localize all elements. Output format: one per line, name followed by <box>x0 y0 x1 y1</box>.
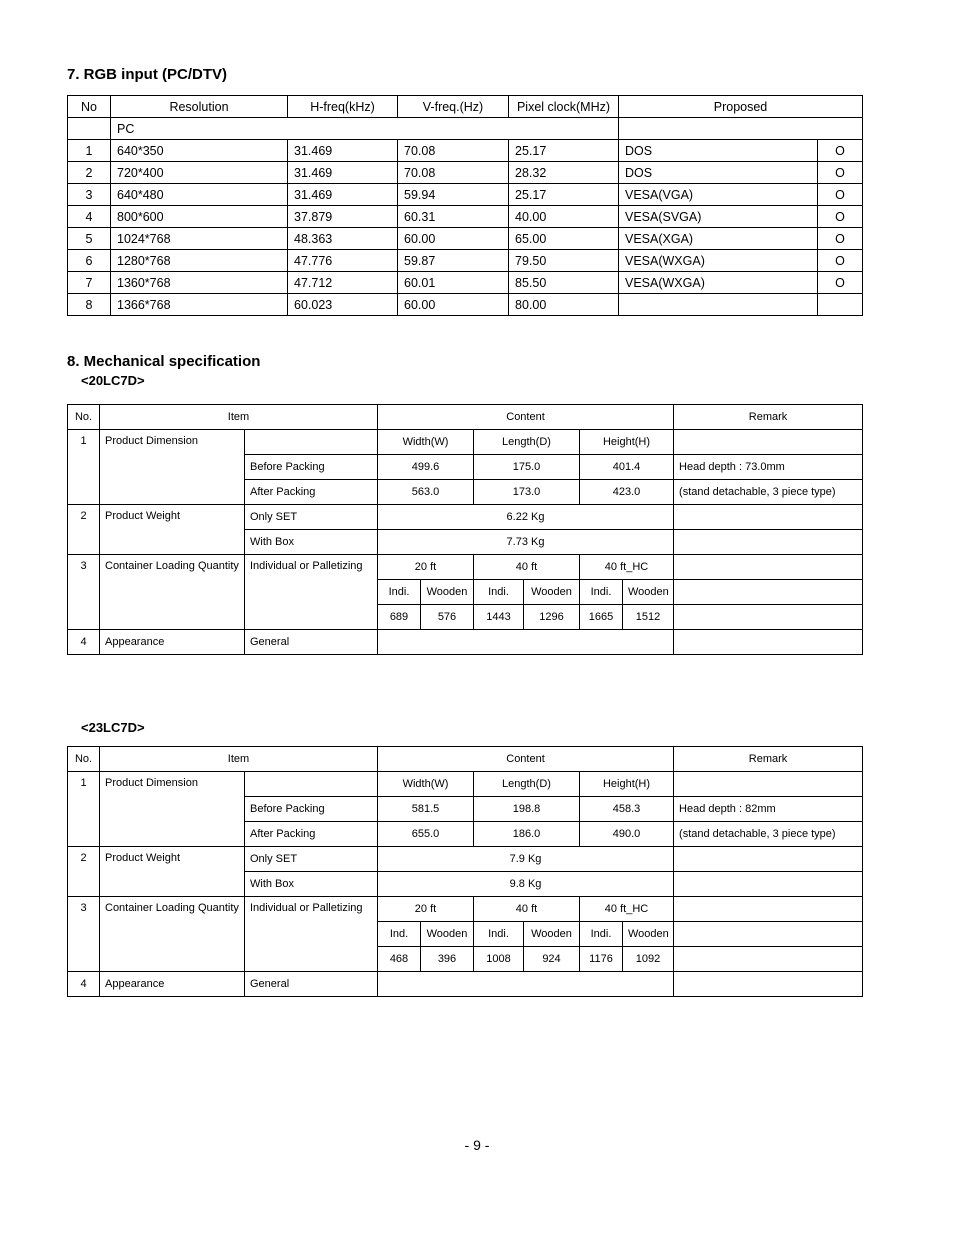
container-40ft-hc: 40 ft_HC <box>580 555 674 580</box>
header-remark: Remark <box>674 405 863 430</box>
row-number: 4 <box>68 630 100 655</box>
sub-header: Indi. <box>378 580 421 605</box>
table-row <box>68 206 863 228</box>
pixel-clock-cell: 25.17 <box>509 184 619 206</box>
empty-cell <box>619 118 863 140</box>
vfreq-cell: 60.00 <box>398 228 509 250</box>
row-number: 5 <box>68 228 111 250</box>
row-number: 1 <box>68 140 111 162</box>
item-appearance: Appearance <box>100 630 245 655</box>
empty-cell <box>674 555 863 580</box>
quantity-value: 396 <box>421 947 474 972</box>
empty-cell <box>674 630 863 655</box>
section-title-rgb: 7. RGB input (PC/DTV) <box>67 66 227 83</box>
row-number: 1 <box>68 772 100 847</box>
with-box-label: With Box <box>245 872 378 897</box>
table-row <box>68 430 863 455</box>
empty-cell <box>245 430 378 455</box>
resolution-cell: 720*400 <box>111 162 288 184</box>
table-row <box>68 972 863 997</box>
hfreq-cell: 60.023 <box>288 294 398 316</box>
empty-cell <box>674 847 863 872</box>
row-number: 6 <box>68 250 111 272</box>
row-number: 1 <box>68 430 100 505</box>
table-group-row <box>68 118 863 140</box>
after-packing-label: After Packing <box>245 480 378 505</box>
sub-header: Wooden <box>421 922 474 947</box>
item-container-loading: Container Loading Quantity <box>100 555 245 630</box>
pixel-clock-cell: 80.00 <box>509 294 619 316</box>
table-row <box>68 772 863 797</box>
proposed-mark-cell <box>818 294 863 316</box>
vfreq-cell: 59.94 <box>398 184 509 206</box>
quantity-value: 1092 <box>623 947 674 972</box>
quantity-value: 1665 <box>580 605 623 630</box>
proposed-standard-cell: VESA(WXGA) <box>619 250 818 272</box>
table-row <box>68 140 863 162</box>
pixel-clock-cell: 65.00 <box>509 228 619 250</box>
table-row <box>68 630 863 655</box>
after-packing-width: 655.0 <box>378 822 474 847</box>
resolution-cell: 1024*768 <box>111 228 288 250</box>
vfreq-cell: 59.87 <box>398 250 509 272</box>
header-item: Item <box>100 747 378 772</box>
individual-palletizing-label: Individual or Palletizing <box>245 897 378 972</box>
table-row <box>68 847 863 872</box>
proposed-standard-cell: VESA(VGA) <box>619 184 818 206</box>
row-number: 3 <box>68 184 111 206</box>
before-packing-label: Before Packing <box>245 455 378 480</box>
remark-head-depth: Head depth : 82mm <box>674 797 863 822</box>
table-row <box>68 505 863 530</box>
empty-cell <box>674 772 863 797</box>
proposed-mark-cell: O <box>818 206 863 228</box>
sub-header: Indi. <box>580 922 623 947</box>
empty-cell <box>674 947 863 972</box>
with-box-value: 9.8 Kg <box>378 872 674 897</box>
before-packing-label: Before Packing <box>245 797 378 822</box>
row-number: 2 <box>68 505 100 555</box>
sub-header: Indi. <box>580 580 623 605</box>
quantity-value: 468 <box>378 947 421 972</box>
table-header-row <box>68 96 863 118</box>
with-box-value: 7.73 Kg <box>378 530 674 555</box>
sub-header: Ind. <box>378 922 421 947</box>
resolution-cell: 640*480 <box>111 184 288 206</box>
hfreq-cell: 37.879 <box>288 206 398 228</box>
before-packing-length: 175.0 <box>474 455 580 480</box>
proposed-standard-cell <box>619 294 818 316</box>
item-product-weight: Product Weight <box>100 505 245 555</box>
header-no: No. <box>68 747 100 772</box>
mechanical-spec-table <box>67 404 863 655</box>
proposed-mark-cell: O <box>818 228 863 250</box>
after-packing-height: 490.0 <box>580 822 674 847</box>
empty-cell <box>674 972 863 997</box>
sub-header: Wooden <box>623 580 674 605</box>
after-packing-label: After Packing <box>245 822 378 847</box>
row-number: 4 <box>68 972 100 997</box>
proposed-mark-cell: O <box>818 140 863 162</box>
header-item: Item <box>100 405 378 430</box>
table-row <box>68 162 863 184</box>
row-number: 7 <box>68 272 111 294</box>
quantity-value: 1176 <box>580 947 623 972</box>
proposed-standard-cell: DOS <box>619 140 818 162</box>
header-pixel-clock: Pixel clock(MHz) <box>509 96 619 118</box>
header-no: No. <box>68 405 100 430</box>
sub-header: Wooden <box>524 580 580 605</box>
group-label: PC <box>111 118 619 140</box>
table-row <box>68 228 863 250</box>
hfreq-cell: 31.469 <box>288 184 398 206</box>
width-header: Width(W) <box>378 772 474 797</box>
resolution-cell: 1366*768 <box>111 294 288 316</box>
table-header-row <box>68 405 863 430</box>
header-vfreq: V-freq.(Hz) <box>398 96 509 118</box>
quantity-value: 576 <box>421 605 474 630</box>
with-box-label: With Box <box>245 530 378 555</box>
item-appearance: Appearance <box>100 972 245 997</box>
pixel-clock-cell: 40.00 <box>509 206 619 228</box>
vfreq-cell: 70.08 <box>398 162 509 184</box>
only-set-value: 7.9 Kg <box>378 847 674 872</box>
container-40ft: 40 ft <box>474 555 580 580</box>
header-remark: Remark <box>674 747 863 772</box>
vfreq-cell: 60.01 <box>398 272 509 294</box>
header-no: No <box>68 96 111 118</box>
table-row <box>68 184 863 206</box>
empty-cell <box>245 772 378 797</box>
before-packing-width: 499.6 <box>378 455 474 480</box>
empty-cell <box>674 605 863 630</box>
resolution-cell: 1280*768 <box>111 250 288 272</box>
length-header: Length(D) <box>474 772 580 797</box>
container-20ft: 20 ft <box>378 897 474 922</box>
quantity-value: 689 <box>378 605 421 630</box>
header-proposed: Proposed <box>619 96 863 118</box>
quantity-value: 1512 <box>623 605 674 630</box>
before-packing-width: 581.5 <box>378 797 474 822</box>
proposed-mark-cell: O <box>818 184 863 206</box>
appearance-general: General <box>245 972 378 997</box>
empty-cell <box>674 505 863 530</box>
proposed-standard-cell: VESA(XGA) <box>619 228 818 250</box>
sub-header: Wooden <box>623 922 674 947</box>
table-row <box>68 897 863 922</box>
before-packing-height: 401.4 <box>580 455 674 480</box>
resolution-cell: 1360*768 <box>111 272 288 294</box>
row-number: 3 <box>68 897 100 972</box>
empty-cell <box>674 897 863 922</box>
row-number: 3 <box>68 555 100 630</box>
proposed-standard-cell: VESA(WXGA) <box>619 272 818 294</box>
row-number: 2 <box>68 847 100 897</box>
vfreq-cell: 70.08 <box>398 140 509 162</box>
row-number: 2 <box>68 162 111 184</box>
model-label-23lc7d: <23LC7D> <box>81 720 145 735</box>
section-title-mechanical: 8. Mechanical specification <box>67 353 261 370</box>
pixel-clock-cell: 28.32 <box>509 162 619 184</box>
pixel-clock-cell: 25.17 <box>509 140 619 162</box>
empty-cell <box>68 118 111 140</box>
header-hfreq: H-freq(kHz) <box>288 96 398 118</box>
remark-stand: (stand detachable, 3 piece type) <box>674 822 863 847</box>
pixel-clock-cell: 85.50 <box>509 272 619 294</box>
header-content: Content <box>378 747 674 772</box>
only-set-label: Only SET <box>245 505 378 530</box>
only-set-value: 6.22 Kg <box>378 505 674 530</box>
remark-head-depth: Head depth : 73.0mm <box>674 455 863 480</box>
sub-header: Wooden <box>421 580 474 605</box>
hfreq-cell: 47.712 <box>288 272 398 294</box>
item-product-dimension: Product Dimension <box>100 430 245 505</box>
proposed-standard-cell: VESA(SVGA) <box>619 206 818 228</box>
sub-header: Indi. <box>474 922 524 947</box>
remark-stand: (stand detachable, 3 piece type) <box>674 480 863 505</box>
table-header-row <box>68 747 863 772</box>
proposed-mark-cell: O <box>818 272 863 294</box>
table-row <box>68 555 863 580</box>
container-40ft-hc: 40 ft_HC <box>580 897 674 922</box>
empty-cell <box>674 922 863 947</box>
item-container-loading: Container Loading Quantity <box>100 897 245 972</box>
header-resolution: Resolution <box>111 96 288 118</box>
before-packing-length: 198.8 <box>474 797 580 822</box>
mechanical-spec-table <box>67 746 863 997</box>
empty-cell <box>674 530 863 555</box>
hfreq-cell: 48.363 <box>288 228 398 250</box>
proposed-mark-cell: O <box>818 162 863 184</box>
width-header: Width(W) <box>378 430 474 455</box>
header-content: Content <box>378 405 674 430</box>
empty-cell <box>378 630 674 655</box>
item-product-weight: Product Weight <box>100 847 245 897</box>
length-header: Length(D) <box>474 430 580 455</box>
table-row <box>68 272 863 294</box>
hfreq-cell: 47.776 <box>288 250 398 272</box>
after-packing-length: 173.0 <box>474 480 580 505</box>
row-number: 8 <box>68 294 111 316</box>
quantity-value: 924 <box>524 947 580 972</box>
before-packing-height: 458.3 <box>580 797 674 822</box>
hfreq-cell: 31.469 <box>288 140 398 162</box>
vfreq-cell: 60.31 <box>398 206 509 228</box>
quantity-value: 1008 <box>474 947 524 972</box>
empty-cell <box>674 872 863 897</box>
quantity-value: 1443 <box>474 605 524 630</box>
after-packing-length: 186.0 <box>474 822 580 847</box>
empty-cell <box>674 430 863 455</box>
proposed-mark-cell: O <box>818 250 863 272</box>
row-number: 4 <box>68 206 111 228</box>
pixel-clock-cell: 79.50 <box>509 250 619 272</box>
height-header: Height(H) <box>580 430 674 455</box>
sub-header: Indi. <box>474 580 524 605</box>
empty-cell <box>378 972 674 997</box>
container-20ft: 20 ft <box>378 555 474 580</box>
proposed-standard-cell: DOS <box>619 162 818 184</box>
after-packing-width: 563.0 <box>378 480 474 505</box>
container-40ft: 40 ft <box>474 897 580 922</box>
empty-cell <box>674 580 863 605</box>
resolution-cell: 800*600 <box>111 206 288 228</box>
appearance-general: General <box>245 630 378 655</box>
quantity-value: 1296 <box>524 605 580 630</box>
item-product-dimension: Product Dimension <box>100 772 245 847</box>
height-header: Height(H) <box>580 772 674 797</box>
after-packing-height: 423.0 <box>580 480 674 505</box>
page-number: - 9 - <box>464 1137 490 1153</box>
table-row <box>68 250 863 272</box>
vfreq-cell: 60.00 <box>398 294 509 316</box>
hfreq-cell: 31.469 <box>288 162 398 184</box>
rgb-input-table <box>67 95 863 316</box>
only-set-label: Only SET <box>245 847 378 872</box>
resolution-cell: 640*350 <box>111 140 288 162</box>
sub-header: Wooden <box>524 922 580 947</box>
individual-palletizing-label: Individual or Palletizing <box>245 555 378 630</box>
table-row <box>68 294 863 316</box>
model-label-20lc7d: <20LC7D> <box>81 373 145 388</box>
